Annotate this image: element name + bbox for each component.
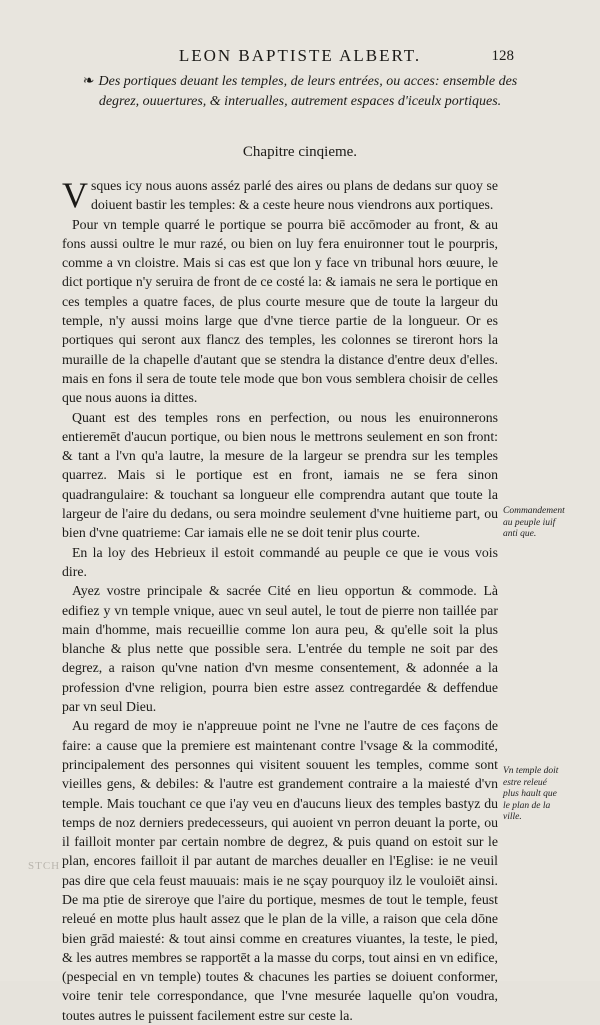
- page-number: 128: [491, 48, 514, 64]
- fleuron-icon: ❧: [82, 74, 95, 89]
- paragraph: En la loy des Hebrieux il estoit commandé au peuple ce que ie vous vois dire.: [62, 544, 498, 579]
- paragraph: Quant est des temples rons en perfection, ou nous les enuironnerons entieremēt d'aucun portique, ou bien nous le mettrons seulement en son front: & tant a l'vn qu'a lautre, la mesure de la largeur se prendra sur les temples quarrez. Mais si le portique est en front, iamais ne se fera sinon quadrangulaire: & touchant sa longueur elle comprendra autant que toute la largeur de l'aire du dedans, ou sera moindre seulement d'vne huitieme part, ou bien d'vne quatrieme: Car iamais elle ne se doit tenir plus courte.: [62, 409, 498, 541]
- margin-note: Vn temple doit estre releué plus hault que le plan de la ville.: [503, 766, 559, 822]
- bleedthrough-text: STCH: [28, 860, 61, 872]
- body-text: [62, 176, 498, 1025]
- paragraph: Vsques icy nous auons asséz parlé des aires ou plans de dedans sur quoy se doiuent bastir les temples: & a ceste heure nous viendrons aux portiques.: [62, 175, 498, 215]
- running-head: LEON BAPTISTE ALBERT.: [178, 46, 422, 65]
- margin-note: Commandement au peuple iuif anti que.: [503, 506, 565, 539]
- subtitle-text: Des portiques deuant les temples, de leurs entrées, ou acces: ensemble des degrez, ouuertures, & interualles, autrement espaces d'iceulx portiques.: [98, 74, 518, 109]
- chapter-subtitle: [80, 72, 520, 112]
- paragraph: Ayez vostre principale & sacrée Cité en lieu opportun & commode. Là edifiez y vn temple vnique, auec vn seul autel, le tout de pierre non taillée par main d'homme, mais recueillie comme lon aura peu, & qu'elle soit la plus blanche & plus nette que possible sera. L'entrée du temple ne soit par des degrez, a raison qu'vne nation d'vn mesme consentement, & adonnée a la profession d'vne religion, pourra bien estre assez contregardée & deffendue par vn seul Dieu.: [62, 583, 498, 715]
- paragraph: Au regard de moy ie n'appreuue point ne l'vne ne l'autre de ces façons de faire: a cause que la premiere est maintenant contre l'vsage & la commodité, principalement des personnes qui visitent souuent les temples, comme sont vieilles gens, & debiles: & l'autre est grandement contraire a la maiesté d'vn temple. Mais touchant ce que i'ay veu en d'aucuns lieux des temples bastyz du temps de noz derniers predecesseurs, qui auoient vn perron deuant la porte, ou il failloit monter par certain nombre de degrez, & puis quand on estoit sur le plan, encores failloit il par autant de marches deualler en l'Eglise: ie ne veuil pas dire que cela feust mauuais: mais ie ne sçay pourquoy ilz le vouloiēt ainsi. De ma ptie de sireroye que l'aire du portique, mesmes de tout le temple, feust releué en motte plus hault assez que le plan de la ville, a raison que cela dōne bien grād maiesté: & tout ainsi comme en creatures viuantes, la teste, le pied, & les autres membres se rapportēt a la masse du corps, tout ainsi en vn edifice, (pespecial en vn temple) toutes & chacunes les parties se doiuent conformer, voire tenir tele correspondance, que l'vne mesurée laquelle qu'on voudra, toutes autres le puissent facilement estre sur ceste la.: [62, 718, 498, 1023]
- paragraph: Pour vn temple quarré le portique se pourra biē accōmoder au front, & au fons aussi oultre le mur razé, ou bien on luy fera enuironner tout le pourpris, comme a vn cloistre. Mais si cas est que lon y face vn tribunal hors œuure, le dict portique n'y seruira de front de ce costé la: & iamais ne sera le portique en ces temples a quatre faces, de plus courte mesure que de toute la largeur du temple, n'y aussi moins large que d'vne tierce partie de la longueur. Or es portiques qui seront aux flancz des temples, les colonnes se tireront hors la muraille de la chapelle d'autant que se stendra la distance d'entre deux d'elles. mais en fons il sera de toute tele mode que bon vous semblera choisir de celles que nous auons ia dittes.: [62, 216, 498, 406]
- chapter-title: Chapitre cinqieme.: [242, 144, 358, 160]
